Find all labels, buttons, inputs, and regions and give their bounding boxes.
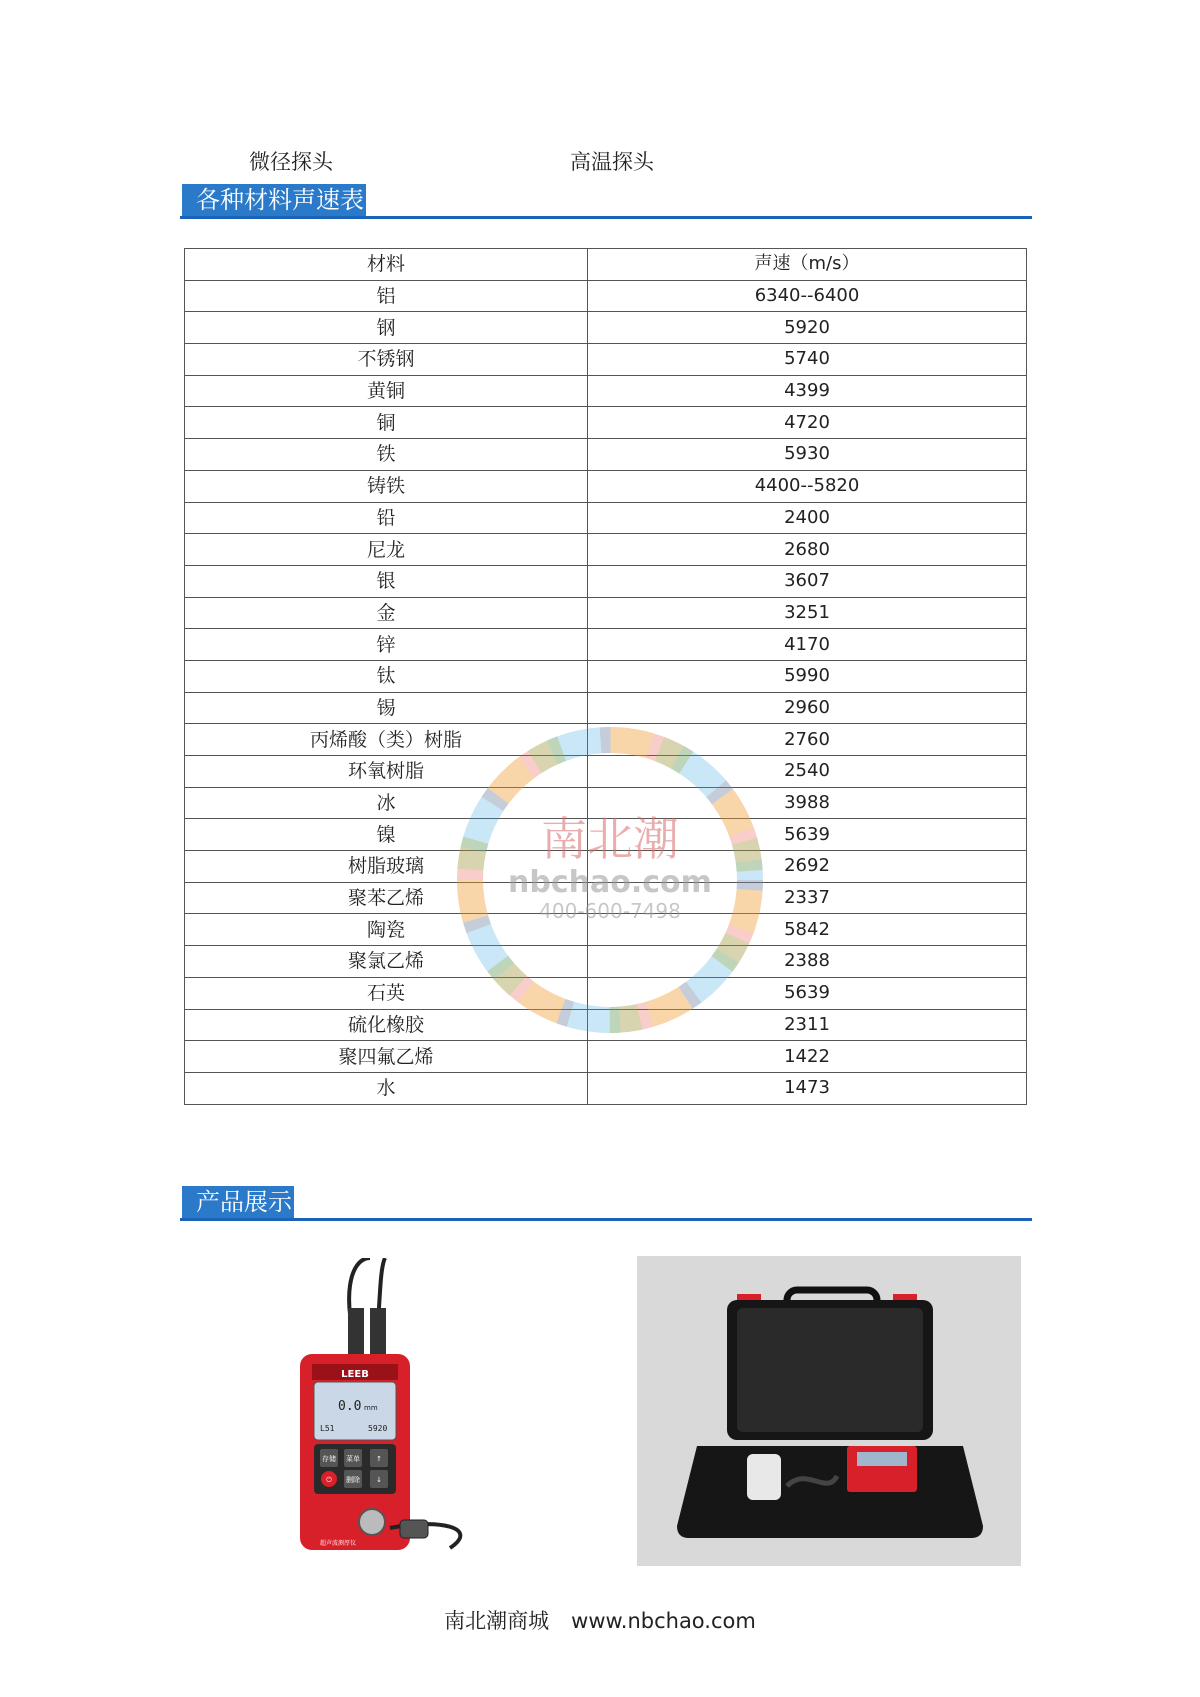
- table-row: [185, 470, 1027, 502]
- table-row: [185, 660, 1027, 692]
- material-cell: 锡: [185, 692, 588, 724]
- sound-speed-table: [184, 248, 1027, 1105]
- table-header-row: [185, 249, 1027, 281]
- material-cell: 黄铜: [185, 375, 588, 407]
- table-row: [185, 439, 1027, 471]
- speed-table-section-title: 各种材料声速表: [182, 184, 366, 216]
- table-row: [185, 977, 1027, 1009]
- gauge-velocity: 5920: [368, 1424, 388, 1433]
- menu-key-label: 菜单: [346, 1455, 360, 1463]
- speed-cell: 5842: [588, 914, 1027, 946]
- speed-table-section-header: [180, 178, 1032, 219]
- table-row: [185, 344, 1027, 376]
- down-key-label: ↓: [376, 1476, 382, 1484]
- material-cell: 锌: [185, 629, 588, 661]
- material-cell: 陶瓷: [185, 914, 588, 946]
- table-row: [185, 375, 1027, 407]
- material-cell: 不锈钢: [185, 344, 588, 376]
- material-cell: 银: [185, 565, 588, 597]
- material-cell: 聚苯乙烯: [185, 882, 588, 914]
- material-cell: 丙烯酸（类）树脂: [185, 724, 588, 756]
- table-row: [185, 851, 1027, 883]
- speed-cell: 4720: [588, 407, 1027, 439]
- table-row: [185, 1009, 1027, 1041]
- material-cell: 冰: [185, 787, 588, 819]
- speed-cell: 5639: [588, 819, 1027, 851]
- speed-cell: 2760: [588, 724, 1027, 756]
- header-material: 材料: [185, 249, 588, 281]
- delete-key-label: 删除: [346, 1476, 360, 1484]
- speed-cell: 1422: [588, 1041, 1027, 1073]
- material-cell: 钢: [185, 312, 588, 344]
- speed-cell: 1473: [588, 1072, 1027, 1104]
- footer-shop: 南北潮商城: [444, 1609, 550, 1633]
- speed-cell: 5740: [588, 344, 1027, 376]
- power-key-label: ⏻: [326, 1476, 332, 1484]
- speed-cell: 2680: [588, 534, 1027, 566]
- speed-cell: 6340--6400: [588, 280, 1027, 312]
- speed-cell: 2960: [588, 692, 1027, 724]
- material-cell: 环氧树脂: [185, 756, 588, 788]
- material-cell: 铸铁: [185, 470, 588, 502]
- speed-cell: 5930: [588, 439, 1027, 471]
- products-section-header: [180, 1180, 1032, 1221]
- material-cell: 石英: [185, 977, 588, 1009]
- table-row: [185, 312, 1027, 344]
- table-row: [185, 597, 1027, 629]
- gauge-reading: 0.0: [338, 1399, 362, 1414]
- header-speed: 声速（m/s）: [588, 249, 1027, 281]
- table-row: [185, 946, 1027, 978]
- probe-captions: [0, 146, 1200, 176]
- speed-cell: 4399: [588, 375, 1027, 407]
- footer: [0, 1605, 1200, 1635]
- table-row: [185, 787, 1027, 819]
- speed-cell: 5990: [588, 660, 1027, 692]
- table-row: [185, 534, 1027, 566]
- material-cell: 铝: [185, 280, 588, 312]
- speed-cell: 3607: [588, 565, 1027, 597]
- material-cell: 硫化橡胶: [185, 1009, 588, 1041]
- table-row: [185, 280, 1027, 312]
- material-cell: 铅: [185, 502, 588, 534]
- table-row: [185, 692, 1027, 724]
- material-cell: 镍: [185, 819, 588, 851]
- speed-cell: 2311: [588, 1009, 1027, 1041]
- watermark-domain: nbchao.com: [508, 865, 712, 900]
- table-row: [185, 565, 1027, 597]
- material-cell: 铁: [185, 439, 588, 471]
- gauge-body-label: 超声波测厚仪: [320, 1540, 357, 1547]
- table-row: [185, 819, 1027, 851]
- speed-cell: 2400: [588, 502, 1027, 534]
- high-temp-probe-caption: 高温探头: [570, 150, 654, 174]
- store-key-label: 存储: [322, 1455, 336, 1463]
- speed-cell: 2540: [588, 756, 1027, 788]
- gauge-brand: LEEB: [341, 1369, 369, 1380]
- material-cell: 聚四氟乙烯: [185, 1041, 588, 1073]
- gauge-mode: L51: [320, 1424, 335, 1433]
- table-row: [185, 756, 1027, 788]
- table-row: [185, 407, 1027, 439]
- table-row: [185, 914, 1027, 946]
- table-row: [185, 502, 1027, 534]
- table-row: [185, 1072, 1027, 1104]
- table-row: [185, 724, 1027, 756]
- table-row: [185, 882, 1027, 914]
- watermark-cn: 南北潮: [541, 812, 679, 866]
- material-cell: 钛: [185, 660, 588, 692]
- speed-cell: 5920: [588, 312, 1027, 344]
- products-section-title: 产品展示: [182, 1186, 294, 1218]
- footer-site-link[interactable]: www.nbchao.com: [571, 1609, 756, 1633]
- speed-cell: 5639: [588, 977, 1027, 1009]
- carrying-case-photo: [637, 1256, 1021, 1566]
- micro-probe-caption: 微径探头: [249, 150, 333, 174]
- watermark-phone: 400-600-7498: [539, 899, 681, 923]
- table-row: [185, 1041, 1027, 1073]
- table-row: [185, 629, 1027, 661]
- case-base: [677, 1446, 983, 1538]
- speed-cell: 2388: [588, 946, 1027, 978]
- material-cell: 铜: [185, 407, 588, 439]
- material-cell: 树脂玻璃: [185, 851, 588, 883]
- gauge-unit: mm: [364, 1404, 378, 1412]
- material-cell: 聚氯乙烯: [185, 946, 588, 978]
- speed-cell: 4170: [588, 629, 1027, 661]
- speed-cell: 4400--5820: [588, 470, 1027, 502]
- material-cell: 金: [185, 597, 588, 629]
- speed-cell: 3251: [588, 597, 1027, 629]
- thickness-gauge-photo: [280, 1258, 510, 1558]
- speed-cell: 2692: [588, 851, 1027, 883]
- speed-cell: 2337: [588, 882, 1027, 914]
- material-cell: 尼龙: [185, 534, 588, 566]
- up-key-label: ↑: [376, 1455, 382, 1463]
- material-cell: 水: [185, 1072, 588, 1104]
- speed-cell: 3988: [588, 787, 1027, 819]
